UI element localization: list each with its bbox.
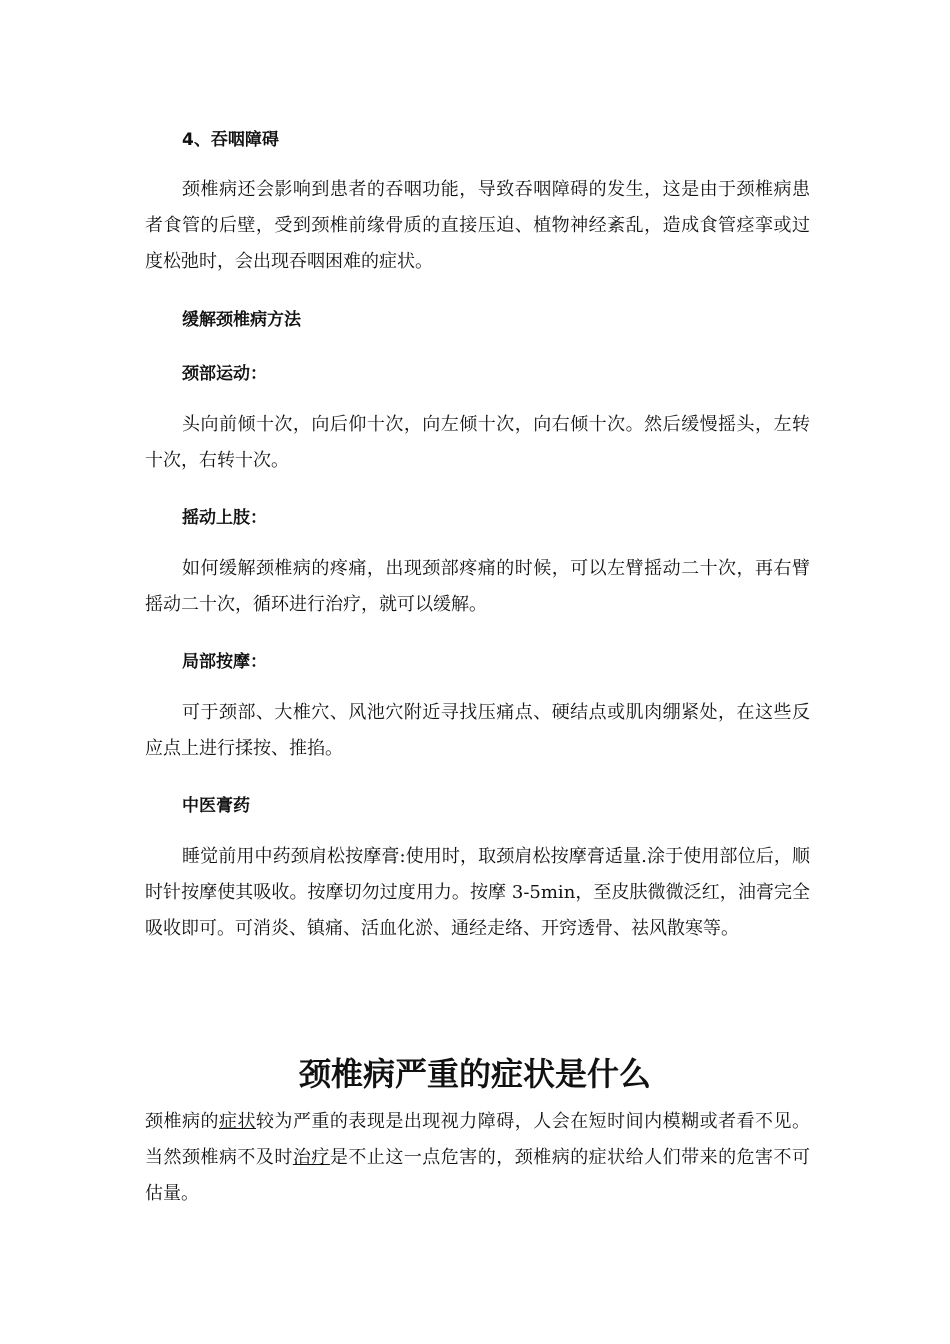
heading-relief-methods: 缓解颈椎病方法	[182, 310, 301, 330]
heading-local-massage: 局部按摩：	[182, 652, 267, 672]
paragraph-tcm-ointment: 睡觉前用中药颈肩松按摩膏:使用时，取颈肩松按摩膏适量.涂于使用部位后，顺时针按摩使其吸收。按摩切勿过度用力。按摩 3-5min，至皮肤微微泛红，油膏完全吸收即可。可消炎、镇痛、活血化淤、通经走络、开窍透骨、祛风散寒等。	[145, 846, 810, 939]
symptom-link[interactable]: 症状	[218, 1111, 256, 1132]
heading-swallowing: 4、吞咽障碍	[182, 130, 279, 150]
treatment-link[interactable]: 治疗	[292, 1147, 330, 1168]
article-text-a: 颈椎病的	[145, 1111, 219, 1132]
article-text-c: 是不止这一点危害的，颈椎病的症状给人们带来的危害不可估量。	[145, 1147, 811, 1204]
heading-arm-swing: 摇动上肢：	[182, 508, 267, 528]
paragraph-swallowing: 颈椎病还会影响到患者的吞咽功能，导致吞咽障碍的发生，这是由于颈椎病患者食管的后壁，受到颈椎前缘骨质的直接压迫、植物神经紊乱，造成食管痉挛或过度松弛时，会出现吞咽困难的症状。	[145, 179, 810, 272]
paragraph-local-massage: 可于颈部、大椎穴、风池穴附近寻找压痛点、硬结点或肌肉绷紧处，在这些反应点上进行揉按、推掐。	[145, 702, 810, 759]
heading-neck-exercise: 颈部运动：	[182, 364, 267, 384]
paragraph-arm-swing: 如何缓解颈椎病的疼痛，出现颈部疼痛的时候，可以左臂摇动二十次，再右臂摇动二十次，循环进行治疗，就可以缓解。	[145, 558, 810, 615]
article-title: 颈椎病严重的症状是什么	[298, 1055, 651, 1093]
article-text-b: 较为严重的表现是出现视力障碍，人会在短时间内模糊或者看不见。当然颈椎病不及时	[145, 1111, 811, 1168]
article-paragraph	[145, 1104, 810, 1212]
heading-tcm-ointment: 中医膏药	[182, 796, 250, 816]
paragraph-neck-exercise: 头向前倾十次，向后仰十次，向左倾十次，向右倾十次。然后缓慢摇头，左转十次，右转十次。	[145, 414, 810, 471]
